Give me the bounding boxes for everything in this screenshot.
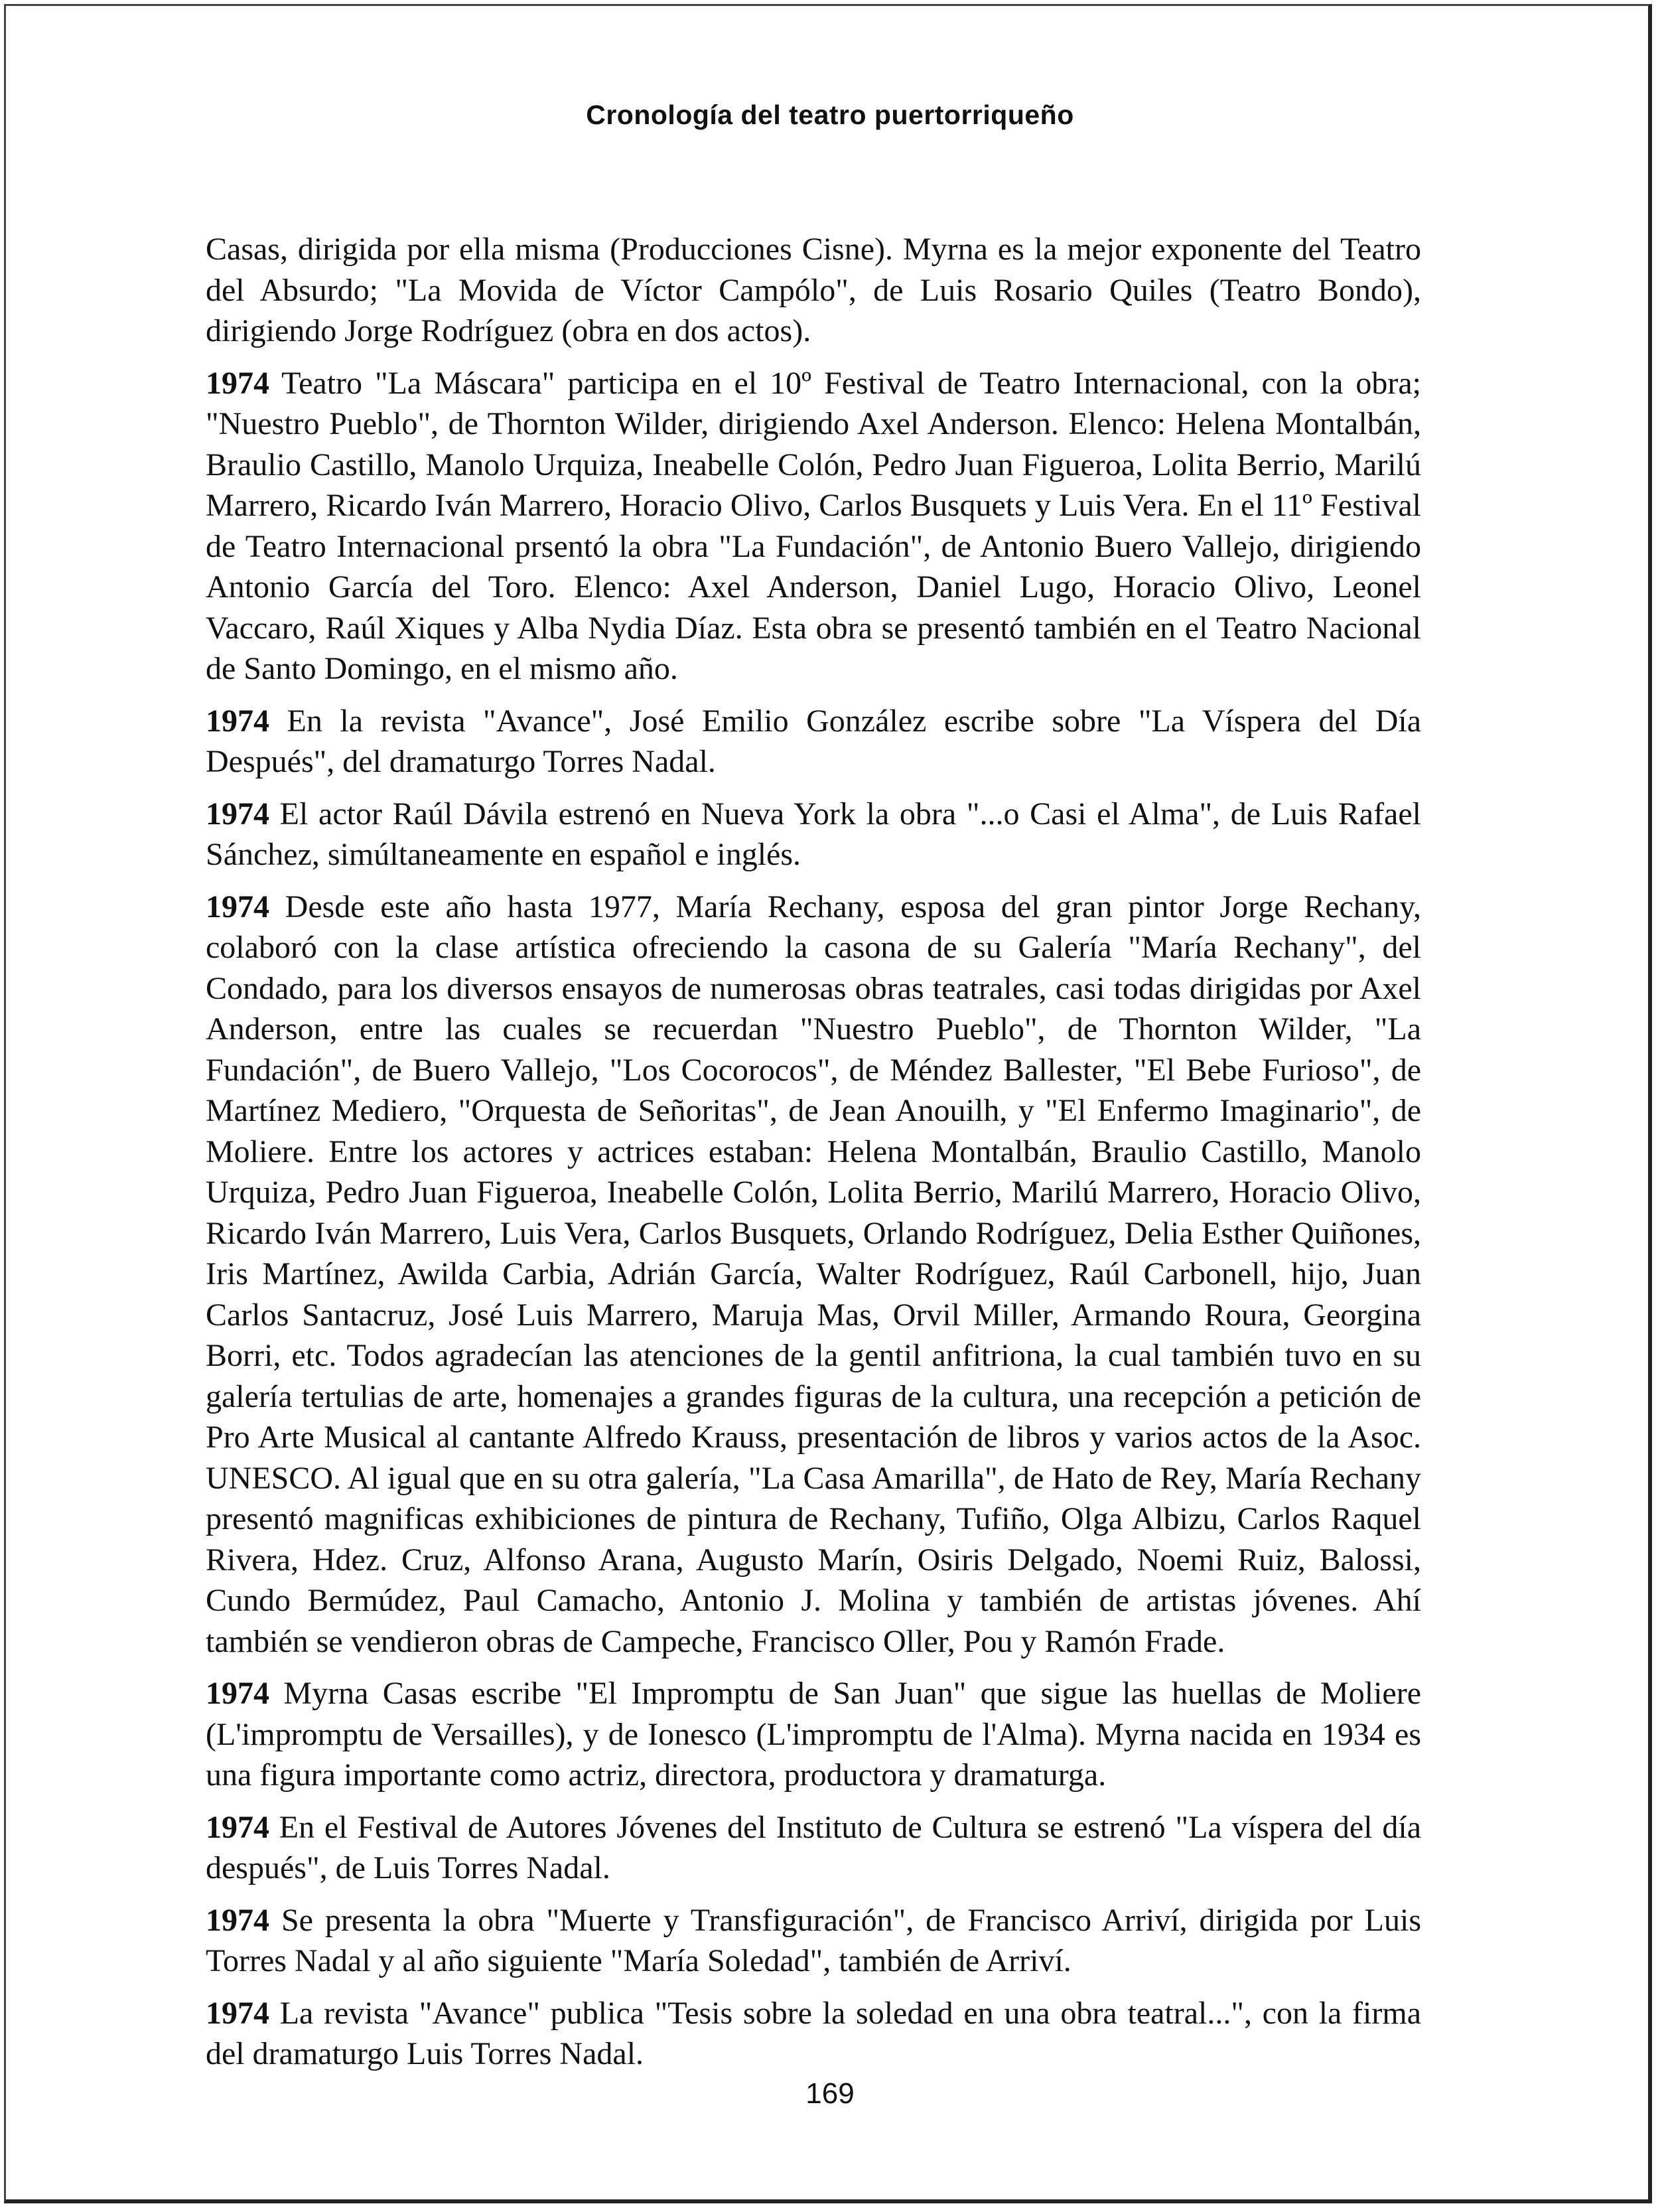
entry-year: 1974 <box>206 365 269 401</box>
paragraph-entry <box>206 1993 1421 2075</box>
paragraph-entry <box>206 1673 1421 1796</box>
paragraph-entry <box>206 887 1421 1662</box>
entry-text: La revista "Avance" publica "Tesis sobre la soledad en una obra teatral...", con la firma del dramaturgo Luis Torres Nadal. <box>206 1995 1421 2071</box>
entry-year: 1974 <box>206 889 269 924</box>
entry-text: Teatro "La Máscara" participa en el 10º Festival de Teatro Internacional, con la obra; "Nuestro Pueblo", de Thornton Wilder, dirigiendo Axel Anderson. Elenco: Helena Montalbán, Braulio Castillo, Manolo Urquiza, Ineabelle Colón, Pedro Juan Figueroa, Lolita Berrio, Marilú Marrero, Ricardo Iván Marrero, Horacio Olivo, Carlos Busquets y Luis Vera. En el 11º Festival de Teatro Internacional prsentó la obra "La Fundación", de Antonio Buero Vallejo, dirigiendo Antonio García del Toro. Elenco: Axel Anderson, Daniel Lugo, Horacio Olivo, Leonel Vaccaro, Raúl Xiques y Alba Nydia Díaz. Esta obra se presentó también en el Teatro Nacional de Santo Domingo, en el mismo año. <box>206 365 1421 686</box>
paragraph-entry <box>206 1807 1421 1889</box>
entry-year: 1974 <box>206 1995 269 2031</box>
entry-year: 1974 <box>206 1902 269 1938</box>
paragraph-entry <box>206 794 1421 875</box>
entry-text: Myrna Casas escribe "El Impromptu de San Juan" que sigue las huellas de Moliere (L'impromptu de Versailles), y de Ionesco (L'impromptu de l'Alma). Myrna nacida en 1934 es una figura importante como actriz, directora, productora y dramaturga. <box>206 1676 1421 1793</box>
entry-text: El actor Raúl Dávila estrenó en Nueva York la obra "...o Casi el Alma", de Luis Rafael Sánchez, simúltaneamente en español e inglés. <box>206 796 1421 872</box>
entry-year: 1974 <box>206 1809 269 1845</box>
paragraph-entry <box>206 701 1421 782</box>
entry-year: 1974 <box>206 796 269 832</box>
entry-text: En la revista "Avance", José Emilio González escribe sobre "La Víspera del Día Después", del dramaturgo Torres Nadal. <box>206 703 1421 779</box>
entry-text: Desde este año hasta 1977, María Rechany, esposa del gran pintor Jorge Rechany, colaboró con la clase artística ofreciendo la casona de su Galería "María Rechany", del Condado, para los diversos ensayos de numerosas obras teatrales, casi todas dirigidas por Axel Anderson, entre las cuales se recuerdan "Nuestro Pueblo", de Thornton Wilder, "La Fundación", de Buero Vallejo, "Los Cocorocos", de Méndez Ballester, "El Bebe Furioso", de Martínez Mediero, "Orquesta de Señoritas", de Jean Anouilh, y "El Enfermo Imaginario", de Moliere. Entre los actores y actrices estaban: Helena Montalbán, Braulio Castillo, Manolo Urquiza, Pedro Juan Figueroa, Ineabelle Colón, Lolita Berrio, Marilú Marrero, Horacio Olivo, Ricardo Iván Marrero, Luis Vera, Carlos Busquets, Orlando Rodríguez, Delia Esther Quiñones, Iris Martínez, Awilda Carbia, Adrián García, Walter Rodríguez, Raúl Carbonell, hijo, Juan Carlos Santacruz, José Luis Marrero, Maruja Mas, Orvil Miller, Armando Roura, Georgina Borri, etc. Todos agradecían las atenciones de la gentil anfitriona, la cual también tuvo en su galería tertulias de arte, homenajes a grandes figuras de la cultura, una recepción a petición de Pro Arte Musical al cantante Alfredo Krauss, presentación de libros y varios actos de la Asoc. UNESCO. Al igual que en su otra galería, "La Casa Amarilla", de Hato de Rey, María Rechany presentó magnificas exhibiciones de pintura de Rechany, Tufiño, Olga Albizu, Carlos Raquel Rivera, Hdez. Cruz, Alfonso Arana, Augusto Marín, Osiris Delgado, Noemi Ruiz, Balossi, Cundo Bermúdez, Paul Camacho, Antonio J. Molina y también de artistas jóvenes. Ahí también se vendieron obras de Campeche, Francisco Oller, Pou y Ramón Frade. <box>206 889 1421 1659</box>
paragraph-entry <box>206 363 1421 690</box>
entry-year: 1974 <box>206 1676 269 1711</box>
entry-text: Se presenta la obra "Muerte y Transfiguración", de Francisco Arriví, dirigida por Luis Torres Nadal y al año siguiente "María Soledad", también de Arriví. <box>206 1902 1421 1978</box>
page-number: 169 <box>805 2077 855 2110</box>
paragraph-continuation: Casas, dirigida por ella misma (Producciones Cisne). Myrna es la mejor exponente del Teatro del Absurdo; "La Movida de Víctor Campólo", de Luis Rosario Quiles (Teatro Bondo), dirigiendo Jorge Rodríguez (obra en dos actos). <box>206 232 1421 348</box>
body-text <box>206 229 1421 2086</box>
entry-year: 1974 <box>206 703 269 739</box>
paragraph-entry <box>206 1900 1421 1982</box>
running-header: Cronología del teatro puertorriqueño <box>586 100 1074 130</box>
entry-text: En el Festival de Autores Jóvenes del Instituto de Cultura se estrenó "La víspera del día después", de Luis Torres Nadal. <box>206 1809 1421 1885</box>
